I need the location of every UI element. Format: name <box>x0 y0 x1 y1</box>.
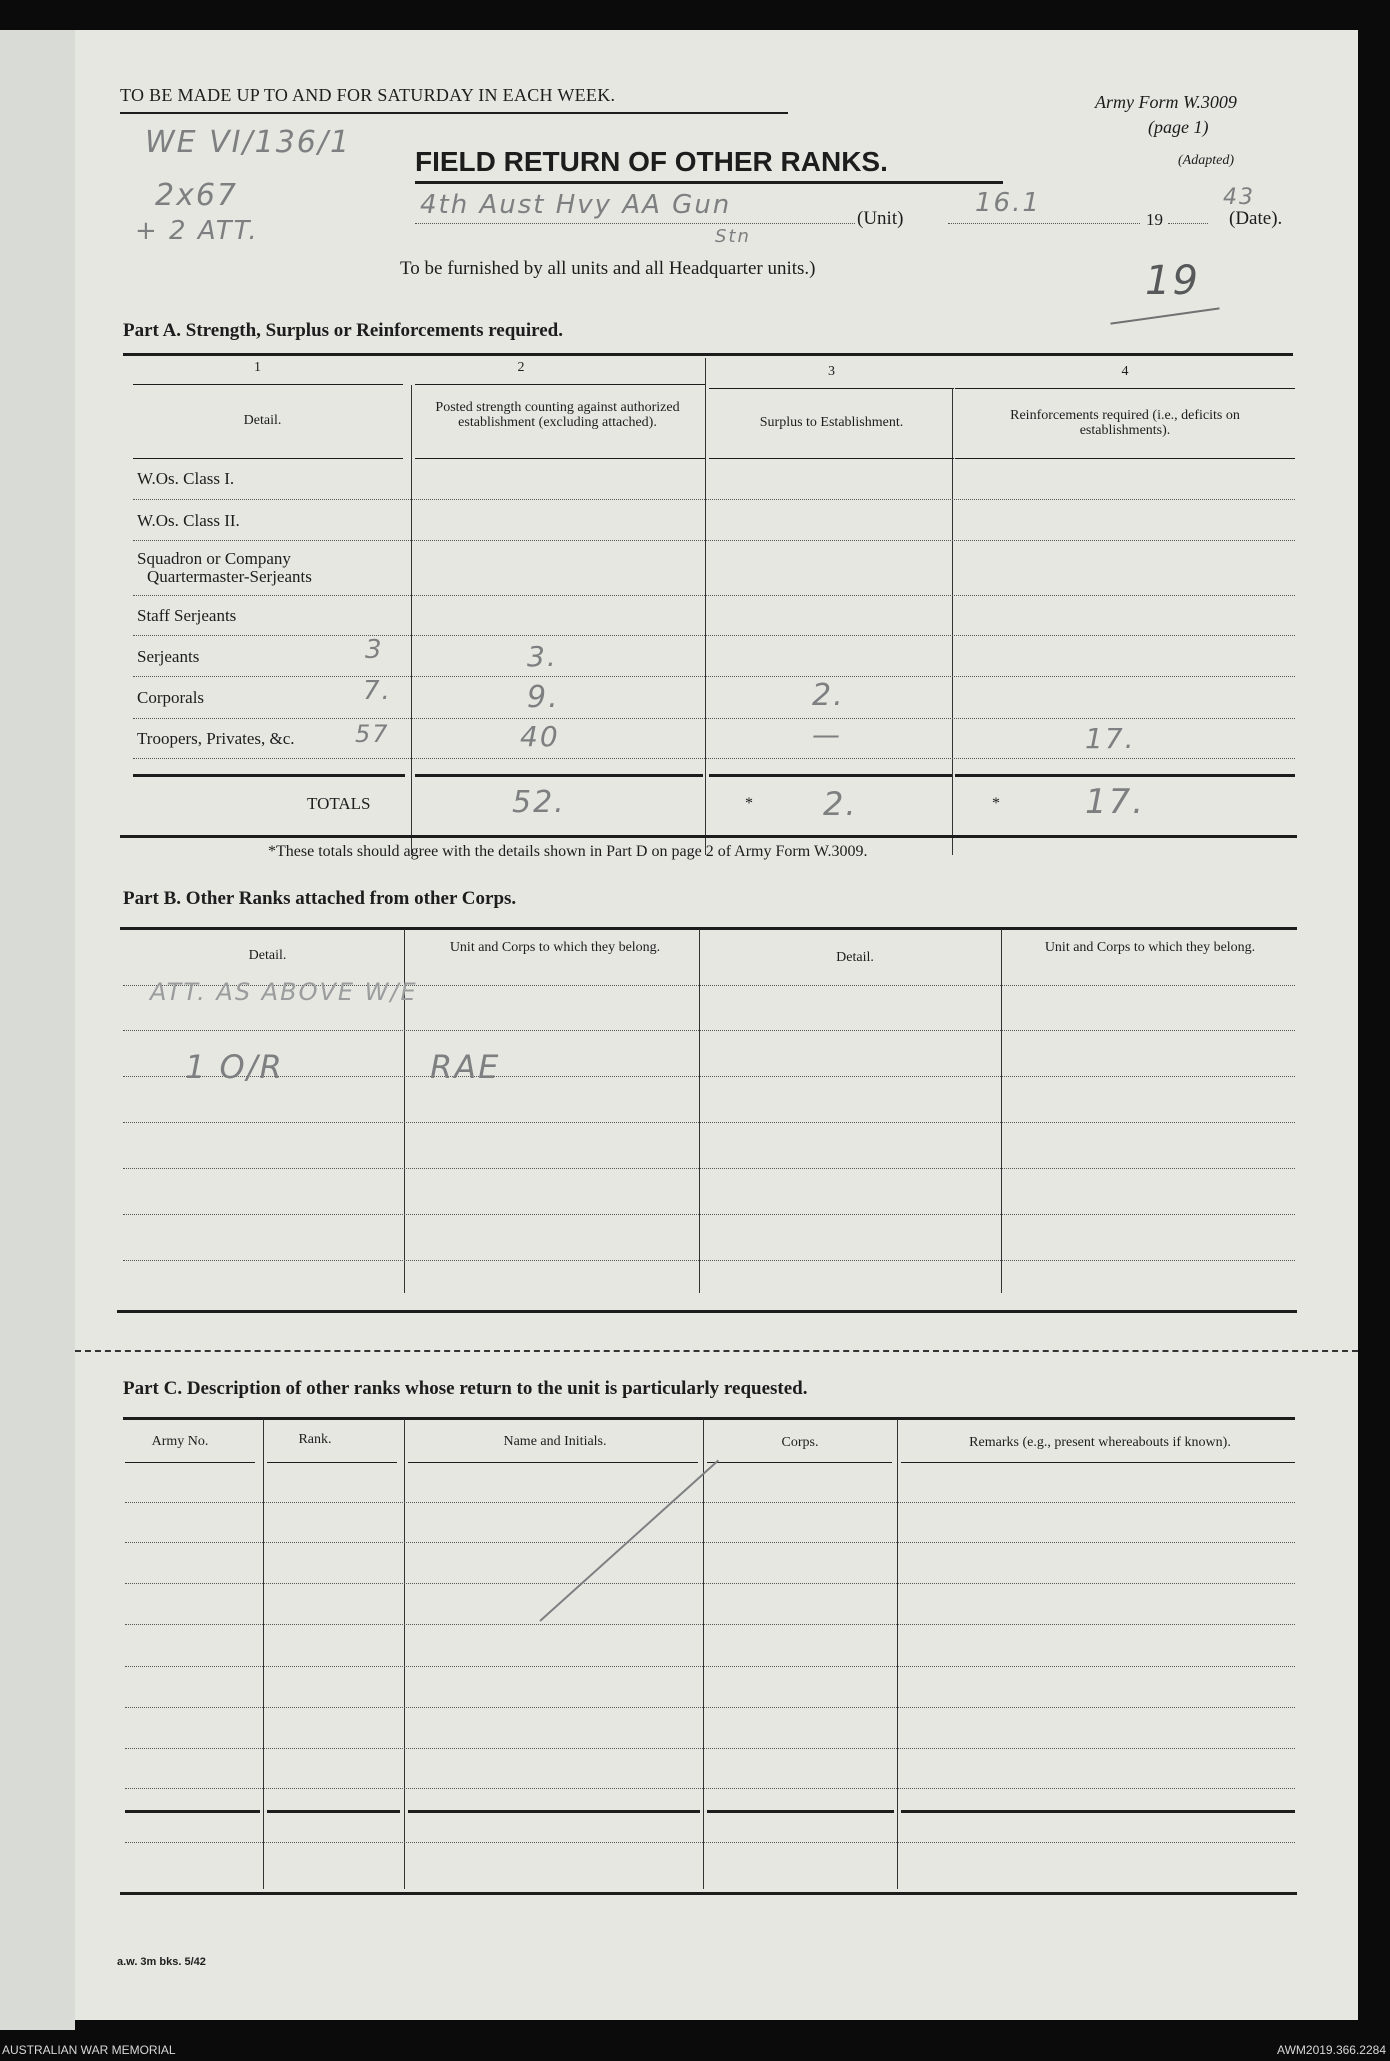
part-c-title: Part C. Description of other ranks whose return to the unit is particularly requested. <box>123 1378 808 1399</box>
part-c-bottom-rule <box>120 1892 1297 1895</box>
totals-top-rule-2 <box>415 774 703 777</box>
part-a-hdr-rule-3 <box>709 388 954 389</box>
part-c-row-sep <box>125 1542 1295 1543</box>
handwritten-part-b-detail: 1 O/R <box>185 1048 284 1086</box>
part-a-hdr-bottom-3 <box>709 458 954 459</box>
year-line <box>1168 223 1208 224</box>
year-prefix: 19 <box>1146 210 1163 229</box>
form-title-underline <box>415 181 1003 184</box>
part-a-col-number-1: 1 <box>254 360 261 375</box>
handwritten-diagonal-stroke <box>539 1460 719 1622</box>
part-a-row-sep <box>133 718 1295 719</box>
part-b-row-sep <box>123 1030 1295 1031</box>
part-c-vline-2 <box>404 1419 405 1889</box>
part-b-header-unit-corps-1: Unit and Corps to which they belong. <box>449 940 661 955</box>
totals-surplus-asterisk: * <box>745 795 753 812</box>
part-a-hdr-bottom-1 <box>133 458 403 459</box>
part-a-row-sep <box>133 758 1295 759</box>
print-code: a.w. 3m bks. 5/42 <box>117 1956 206 1968</box>
part-c-header-rank: Rank. <box>298 1432 332 1447</box>
part-c-header-remarks: Remarks (e.g., present whereabouts if known). <box>969 1435 1231 1450</box>
form-sheet <box>75 30 1358 2020</box>
part-c-vline-4 <box>897 1419 898 1889</box>
totals-posted: 52. <box>512 785 566 820</box>
totals-top-rule-1 <box>133 774 405 777</box>
part-a-footnote: *These totals should agree with the details shown in Part D on page 2 of Army Form W.3009. <box>268 843 868 860</box>
part-a-row-sep <box>133 499 1295 500</box>
part-c-lower-rule <box>408 1810 700 1813</box>
totals-label: TOTALS <box>307 794 371 813</box>
part-a-hdr-bottom-4 <box>955 458 1295 459</box>
part-c-row-sep <box>125 1502 1295 1503</box>
serjeants-establishment: 3 <box>365 635 384 665</box>
part-a-row-sep <box>133 635 1295 636</box>
part-a-hdr-rule-4 <box>955 388 1295 389</box>
troopers-surplus: — <box>812 718 842 751</box>
date-label: (Date). <box>1229 208 1283 229</box>
part-c-row-sep <box>125 1842 1295 1843</box>
part-c-header-army-no: Army No. <box>151 1434 209 1449</box>
part-a-header-reinforcements: Reinforcements required (i.e., deficits on establishments). <box>1010 408 1240 438</box>
totals-top-rule-3 <box>709 774 952 777</box>
part-b-row-sep <box>123 1260 1295 1261</box>
unit-label: (Unit) <box>857 208 904 229</box>
troopers-posted: 40 <box>520 720 560 753</box>
form-page: (page 1) <box>1148 117 1209 137</box>
row-label-serjeants: Serjeants <box>137 647 200 666</box>
part-c-hdr-rule <box>267 1462 397 1463</box>
form-title: FIELD RETURN OF OTHER RANKS. <box>415 146 888 177</box>
part-b-header-unit-corps-2: Unit and Corps to which they belong. <box>1044 940 1256 955</box>
part-c-row-sep <box>125 1666 1295 1667</box>
part-c-row-sep <box>125 1624 1295 1625</box>
row-label-staff-serjeants: Staff Serjeants <box>137 606 237 625</box>
part-b-row-sep <box>123 1168 1295 1169</box>
part-c-row-sep <box>125 1707 1295 1708</box>
part-a-hdr-rule-1 <box>133 384 403 385</box>
row-label-cqms-line1: Squadron or Company <box>137 549 291 568</box>
corporals-posted: 9. <box>527 680 560 715</box>
part-c-hdr-rule <box>707 1462 892 1463</box>
part-c-vline-1 <box>263 1419 264 1889</box>
unit-line <box>415 223 855 224</box>
part-c-lower-rule <box>125 1810 260 1813</box>
part-b-title: Part B. Other Ranks attached from other Corps. <box>123 888 517 909</box>
part-c-hdr-rule <box>901 1462 1295 1463</box>
part-a-header-detail: Detail. <box>243 413 282 428</box>
handwritten-part-b-note: ATT. AS ABOVE W/E <box>150 978 418 1006</box>
handwritten-unit: 4th Aust Hvy AA Gun <box>420 190 732 220</box>
background-strip <box>0 30 75 2030</box>
part-a-col-number-3: 3 <box>828 364 835 379</box>
footer-institution: AUSTRALIAN WAR MEMORIAL <box>2 2043 176 2057</box>
row-label-wo-class-1: W.Os. Class I. <box>137 469 235 488</box>
part-a-row-sep <box>133 676 1295 677</box>
totals-reinf-asterisk: * <box>992 795 1000 812</box>
part-c-row-sep <box>125 1748 1295 1749</box>
part-c-top-rule <box>123 1417 1295 1420</box>
totals-surplus: 2. <box>823 785 858 823</box>
part-a-bottom-rule <box>120 835 1297 838</box>
handwritten-strength-note: 2x67 <box>155 178 239 213</box>
corporals-surplus: 2. <box>812 678 845 713</box>
part-a-vline-1 <box>411 385 412 855</box>
part-a-col-number-4: 4 <box>1121 364 1129 379</box>
handwritten-reference: WE VI/136/1 <box>145 125 352 160</box>
totals-top-rule-4 <box>955 774 1295 777</box>
part-a-col-number-2: 2 <box>517 360 525 375</box>
part-c-lower-rule <box>267 1810 400 1813</box>
form-number: Army Form W.3009 <box>1095 92 1237 112</box>
tear-line <box>75 1350 1358 1352</box>
row-label-wo-class-2: W.Os. Class II. <box>137 511 240 530</box>
handwritten-part-b-corps: RAE <box>430 1048 501 1086</box>
part-c-hdr-rule <box>125 1462 255 1463</box>
part-a-header-posted: Posted strength counting against authorized establishment (excluding attached). <box>435 400 680 430</box>
part-a-vline-2 <box>705 358 706 855</box>
part-a-hdr-bottom-2 <box>415 458 705 459</box>
part-a-title: Part A. Strength, Surplus or Reinforcements required. <box>123 320 563 341</box>
top-instruction-underline <box>120 112 788 114</box>
part-b-header-detail-1: Detail. <box>248 948 287 963</box>
part-b-top-rule <box>120 927 1297 930</box>
top-instruction: TO BE MADE UP TO AND FOR SATURDAY IN EACH WEEK. <box>120 85 616 105</box>
part-b-vline-2 <box>699 929 700 1293</box>
part-b-bottom-rule <box>117 1310 1297 1313</box>
part-c-header-name: Name and Initials. <box>503 1434 607 1449</box>
part-a-row-sep <box>133 595 1295 596</box>
handwritten-stroke <box>1110 307 1219 324</box>
part-b-row-sep <box>123 1122 1295 1123</box>
part-c-header-corps: Corps. <box>781 1435 819 1450</box>
part-c-lower-rule <box>707 1810 894 1813</box>
handwritten-unit-line2: Stn <box>715 226 751 247</box>
form-adapted: (Adapted) <box>1178 153 1234 168</box>
handwritten-year: 43 <box>1223 185 1255 210</box>
corporals-establishment: 7. <box>363 676 392 706</box>
part-c-row-sep <box>125 1788 1295 1789</box>
part-c-vline-3 <box>703 1419 704 1889</box>
furnished-note: To be furnished by all units and all Headquarter units.) <box>400 258 816 279</box>
handwritten-attached-note: + 2 ATT. <box>135 216 259 246</box>
row-label-cqms-line2: Quartermaster-Serjeants <box>147 567 312 586</box>
part-b-row-sep <box>123 1214 1295 1215</box>
row-label-troopers: Troopers, Privates, &c. <box>137 729 295 748</box>
serjeants-posted: 3. <box>527 640 558 673</box>
date-line <box>948 223 1140 224</box>
part-b-row-sep <box>123 1076 1295 1077</box>
troopers-establishment: 57 <box>355 720 390 748</box>
handwritten-date: 16.1 <box>975 188 1041 218</box>
part-a-hdr-rule-2 <box>415 384 705 385</box>
part-a-header-surplus: Surplus to Establishment. <box>759 415 904 430</box>
part-a-top-rule <box>123 353 1293 356</box>
part-c-row-sep <box>125 1583 1295 1584</box>
troopers-reinforcements: 17. <box>1085 722 1136 755</box>
part-c-hdr-rule <box>408 1462 698 1463</box>
part-c-lower-rule <box>901 1810 1295 1813</box>
footer-accession-number: AWM2019.366.2284 <box>1277 2043 1386 2057</box>
part-b-header-detail-2: Detail. <box>836 950 874 965</box>
row-label-corporals: Corporals <box>137 688 205 707</box>
totals-reinforcements: 17. <box>1085 782 1146 822</box>
part-a-row-sep <box>133 540 1295 541</box>
handwritten-page-mark: 19 <box>1145 258 1200 304</box>
part-b-vline-3 <box>1001 929 1002 1293</box>
